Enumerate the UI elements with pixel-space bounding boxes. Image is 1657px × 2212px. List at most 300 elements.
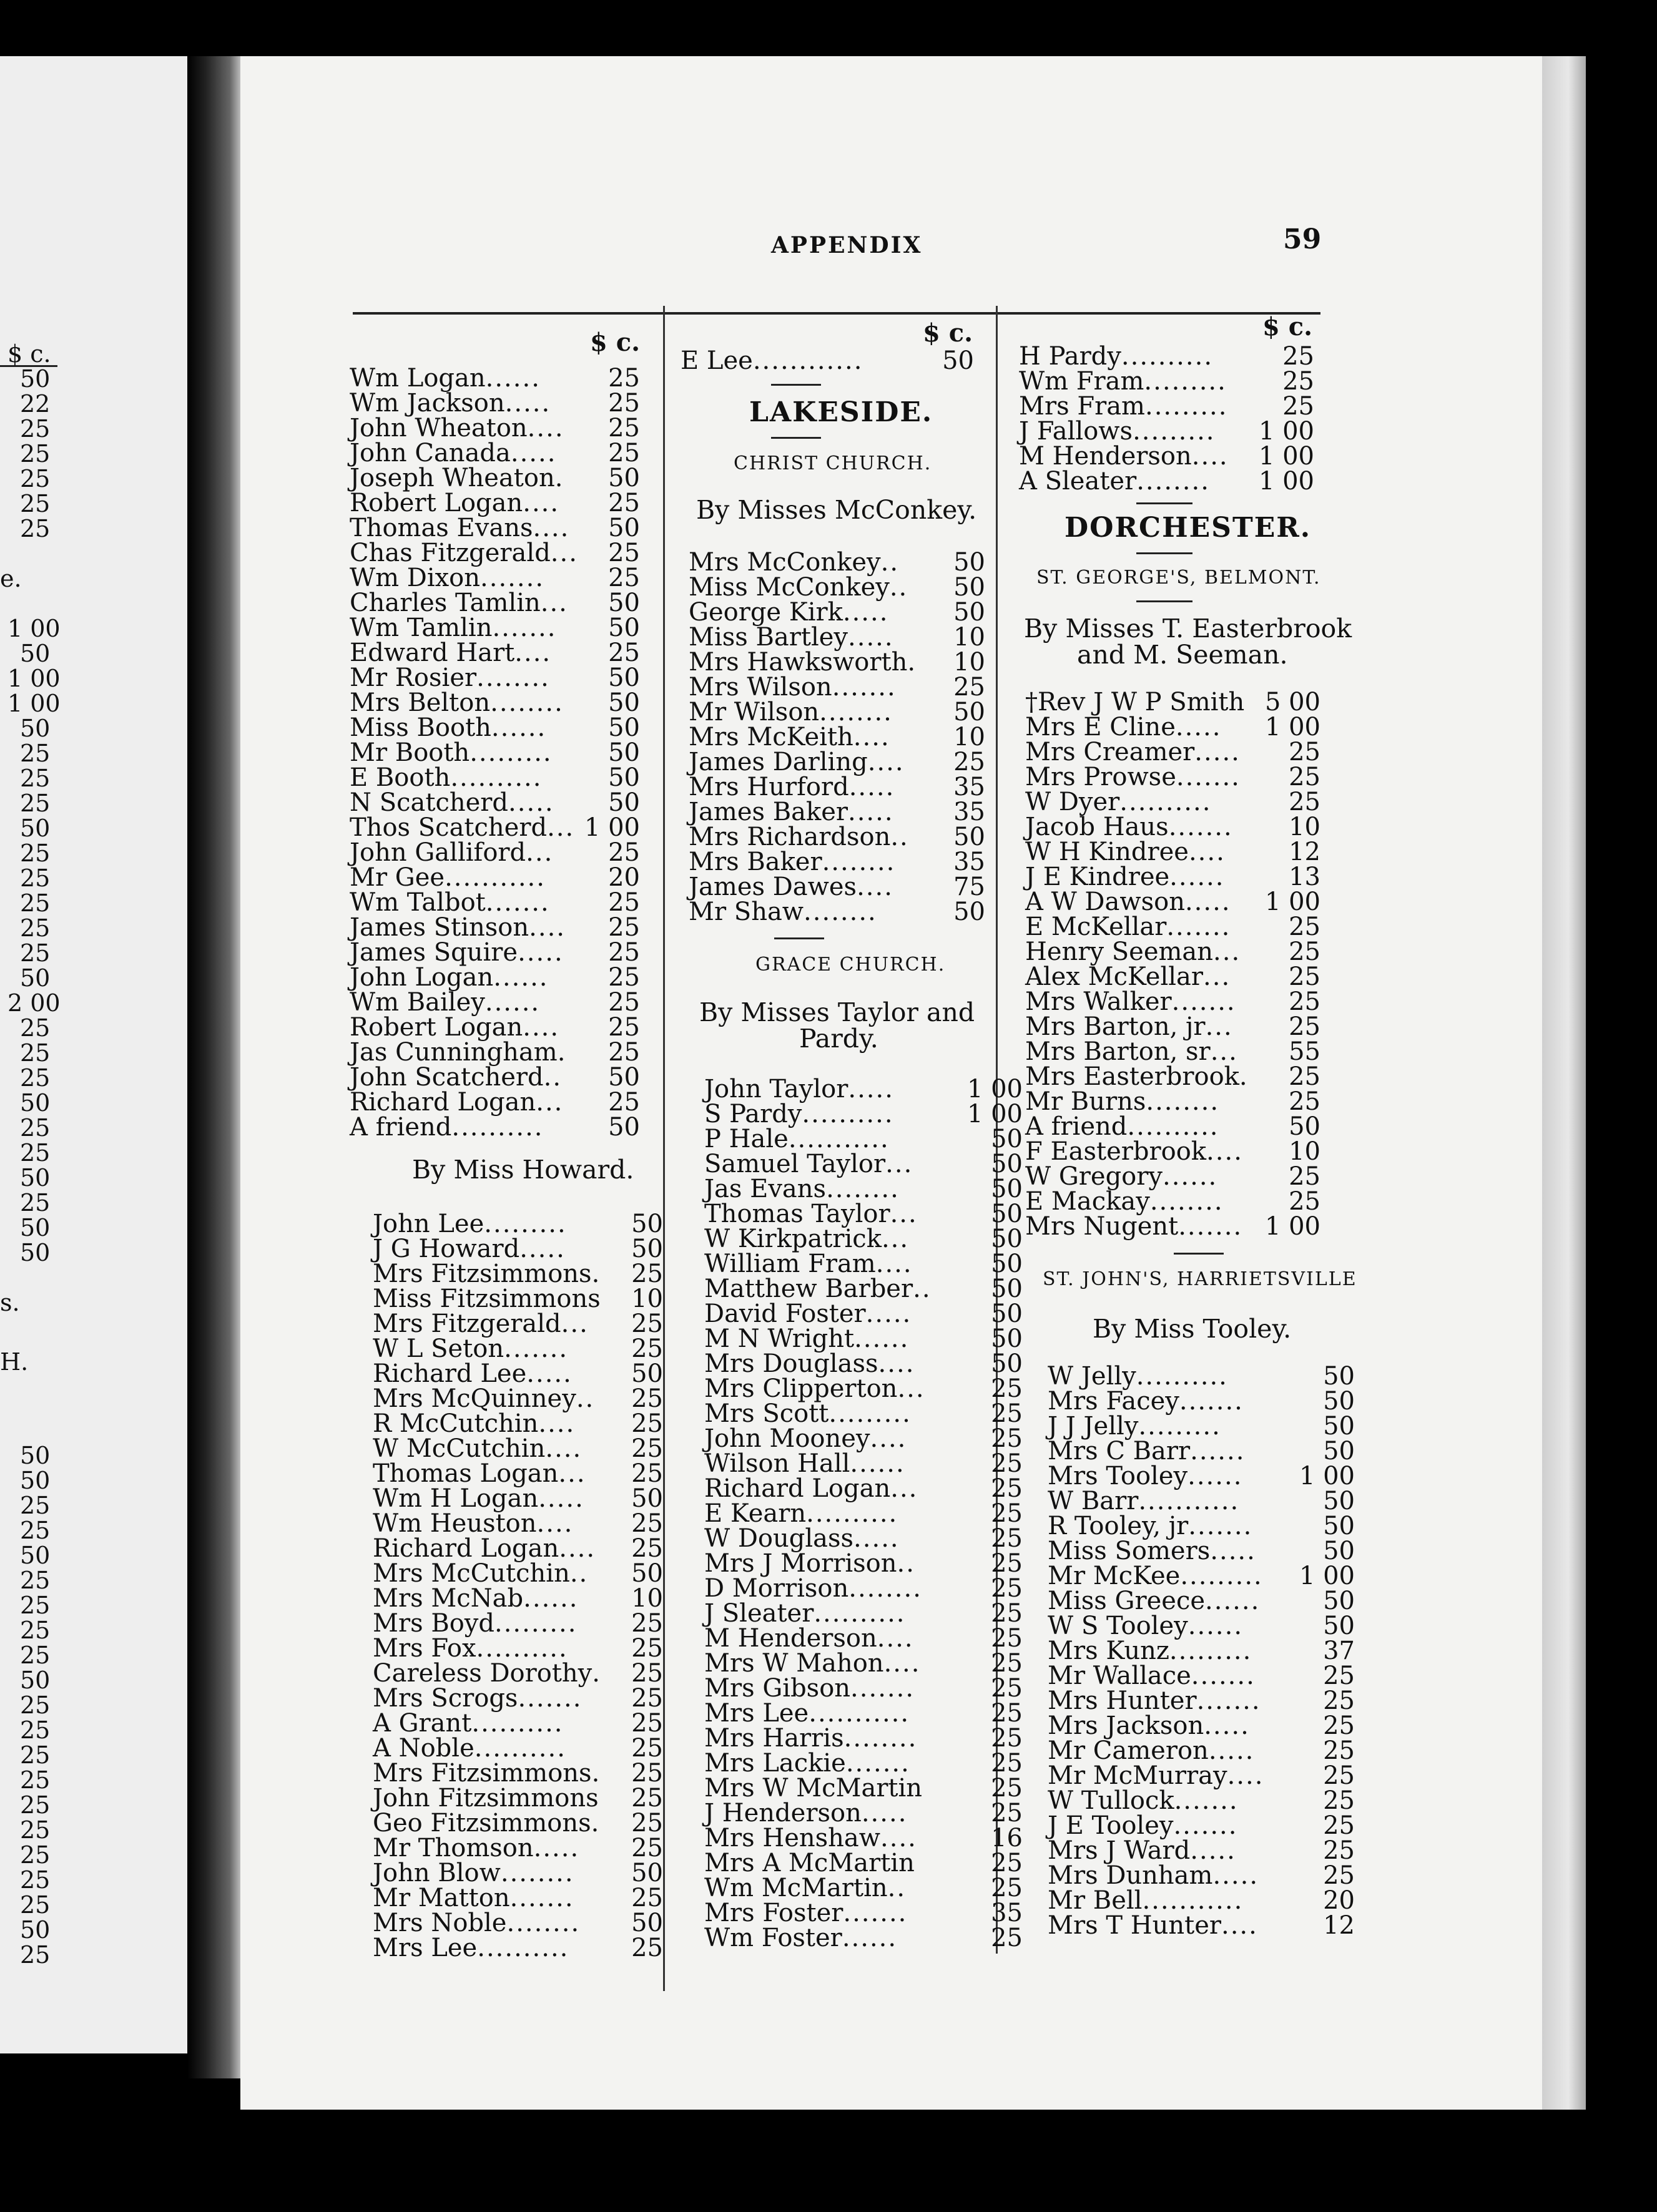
donation-amount: 25 bbox=[1289, 788, 1320, 816]
running-head: APPENDIX bbox=[771, 232, 923, 258]
leader-dots: ....... bbox=[518, 1684, 583, 1713]
leader-dots: ....... bbox=[1188, 1512, 1253, 1540]
leader-dots: ....... bbox=[843, 1899, 908, 1927]
previous-page-value: 25 bbox=[20, 914, 51, 942]
leader-dots: .... bbox=[853, 723, 890, 751]
leader-dots: ..... bbox=[1204, 1711, 1250, 1740]
donor-name-text: Mrs Lee bbox=[704, 1699, 809, 1728]
donation-amount: 10 bbox=[953, 723, 985, 751]
donor-name-text: W Kirkpatrick bbox=[704, 1225, 882, 1253]
donation-amount: 25 bbox=[608, 564, 640, 592]
donation-amount: 50 bbox=[608, 763, 640, 792]
leader-dots: ... bbox=[1205, 1012, 1233, 1041]
donor-name-text: J G Howard bbox=[373, 1235, 520, 1263]
donor-name-text: Mrs Facey bbox=[1048, 1387, 1179, 1416]
leader-dots: .......... bbox=[471, 1709, 564, 1738]
donor-name-text: Jas Cunningham bbox=[350, 1038, 558, 1067]
donor-name-text: John Canada bbox=[350, 439, 511, 467]
donor-name-text: Mrs Dunham bbox=[1048, 1861, 1213, 1890]
leader-dots: ....... bbox=[509, 1884, 574, 1912]
donation-amount: 50 bbox=[1323, 1537, 1355, 1565]
previous-page-value: 25 bbox=[20, 1039, 51, 1067]
donor-name-text: Mrs Belton bbox=[350, 688, 491, 717]
previous-page-value: 25 bbox=[20, 765, 51, 792]
donation-amount: 50 bbox=[1323, 1587, 1355, 1615]
donation-amount: 25 bbox=[1289, 738, 1320, 766]
leader-dots: ....... bbox=[492, 614, 557, 642]
donor-name-text: Mr Gee bbox=[350, 863, 445, 892]
donor-name-text: Wm Logan bbox=[350, 364, 486, 393]
donor-name-text: Mrs Fram bbox=[1019, 392, 1145, 421]
previous-page-value: 25 bbox=[20, 1791, 51, 1819]
leader-dots: ... bbox=[897, 1374, 925, 1403]
section-title-dorchester: DORCHESTER. bbox=[1065, 512, 1312, 544]
leader-dots: ..... bbox=[848, 773, 895, 801]
leader-dots: ... bbox=[885, 1150, 913, 1178]
previous-page-value: 50 bbox=[20, 964, 51, 992]
leader-dots: ........ bbox=[490, 688, 564, 717]
donation-amount: 50 bbox=[953, 598, 985, 627]
by-misses-easterbrook-seeman-2: and M. Seeman. bbox=[1077, 640, 1288, 670]
donor-name-text: James Baker bbox=[689, 798, 848, 826]
leader-dots: ....... bbox=[1174, 1786, 1239, 1815]
previous-page-value: 25 bbox=[20, 1741, 51, 1769]
leader-dots: ..... bbox=[853, 1524, 900, 1553]
donation-amount: 50 bbox=[953, 823, 985, 851]
donor-name-text: N Scatcherd bbox=[350, 788, 509, 817]
donation-amount: 25 bbox=[1289, 1187, 1320, 1216]
donor-name-text: Jas Evans bbox=[704, 1175, 827, 1203]
donor-name-text: W L Seton bbox=[373, 1334, 504, 1363]
donation-amount: 50 bbox=[608, 464, 640, 492]
donor-name-text: F Easterbrook bbox=[1025, 1137, 1207, 1166]
donor-name-text: Mrs Hunter bbox=[1048, 1686, 1197, 1715]
leader-dots: .... bbox=[514, 639, 552, 667]
donation-amount: 25 bbox=[953, 673, 985, 702]
leader-dots: ...... bbox=[1169, 863, 1225, 891]
previous-page-value: 2 00 bbox=[7, 989, 61, 1017]
leader-dots: ........... bbox=[1138, 1487, 1240, 1515]
leader-dots: ..... bbox=[848, 623, 894, 652]
leader-dots: ...... bbox=[491, 713, 547, 742]
donor-name-text: J E Tooley bbox=[1048, 1811, 1174, 1840]
leader-dots: ........ bbox=[819, 698, 893, 727]
leader-dots: .... bbox=[559, 1534, 596, 1563]
donor-name-text: Thomas Evans bbox=[350, 514, 533, 542]
previous-page-value: 25 bbox=[20, 1014, 51, 1042]
donor-name bbox=[1048, 1911, 1258, 1940]
leader-dots: . bbox=[591, 1759, 601, 1788]
donor-name-text: Charles Tamlin bbox=[350, 589, 541, 617]
donor-name-text: Mrs Scott bbox=[704, 1399, 829, 1428]
donor-name-text: Wm Heuston bbox=[373, 1509, 537, 1538]
donor-name-text: Mrs Hawksworth bbox=[689, 648, 908, 677]
previous-page-value: 25 bbox=[20, 1941, 51, 1969]
leader-dots: ...... bbox=[1190, 1437, 1246, 1466]
donor-name-text: Mrs Richardson bbox=[689, 823, 891, 851]
previous-page-value: 25 bbox=[20, 1891, 51, 1919]
leader-dots: ...... bbox=[523, 1584, 579, 1613]
donor-name-text: Thomas Logan bbox=[373, 1459, 559, 1488]
donor-name-text: Mrs Noble bbox=[373, 1909, 507, 1937]
previous-page-value: 25 bbox=[20, 864, 51, 892]
donor-name-text: George Kirk bbox=[689, 598, 843, 627]
donor-name-text: Wm Dixon bbox=[350, 564, 481, 592]
previous-page-value: e. bbox=[0, 565, 22, 592]
by-misses-taylor-pardy: Pardy. bbox=[799, 1024, 878, 1054]
donor-name-text: P Hale bbox=[704, 1125, 789, 1153]
donation-amount: 1 00 bbox=[1299, 1462, 1355, 1490]
donor-name-text: James Darling bbox=[689, 748, 868, 776]
leader-dots: .... bbox=[527, 414, 564, 443]
leader-dots: ... bbox=[536, 1088, 564, 1117]
donor-name-text: Wm Tamlin bbox=[350, 614, 493, 642]
donation-amount: 10 bbox=[953, 623, 985, 652]
donor-name-text: Wm H Logan bbox=[373, 1484, 539, 1513]
section-title-lakeside: LAKESIDE. bbox=[749, 396, 933, 428]
donation-amount: 25 bbox=[1323, 1736, 1355, 1765]
leader-dots: .... bbox=[1227, 1761, 1264, 1790]
previous-page-value: 25 bbox=[20, 1816, 51, 1844]
donation-amount: 25 bbox=[631, 1434, 663, 1463]
leader-dots: ... bbox=[881, 1225, 910, 1253]
previous-page-value: 25 bbox=[20, 1114, 51, 1142]
previous-page-value: 25 bbox=[20, 1592, 51, 1619]
donor-name-text: David Foster bbox=[704, 1299, 866, 1328]
donor-name-text: W Barr bbox=[1048, 1487, 1139, 1515]
section-rule bbox=[771, 384, 821, 386]
donor-name-text: Mrs Nugent bbox=[1025, 1212, 1179, 1241]
donor-name-text: Richard Lee bbox=[373, 1359, 527, 1388]
donation-amount: 20 bbox=[608, 863, 640, 892]
leader-dots: .... bbox=[536, 1509, 574, 1538]
donation-amount: 25 bbox=[631, 1759, 663, 1788]
donation-amount: 1 00 bbox=[1264, 1212, 1320, 1241]
book-gutter bbox=[187, 56, 240, 2078]
donor-name-text: Wm Foster bbox=[704, 1924, 842, 1952]
donation-amount: 35 bbox=[953, 773, 985, 801]
leader-dots: ... bbox=[550, 539, 578, 567]
donation-amount: 25 bbox=[1282, 367, 1314, 396]
donor-name-text: James Dawes bbox=[689, 873, 857, 901]
leader-dots: ...... bbox=[854, 1324, 910, 1353]
page-edge bbox=[1542, 56, 1586, 2110]
previous-page-value: 25 bbox=[20, 440, 51, 467]
donation-amount: 50 bbox=[953, 698, 985, 727]
leader-dots: ......... bbox=[1144, 392, 1228, 421]
leader-dots: .... bbox=[538, 1409, 576, 1438]
donor-name-text: Mrs Prowse bbox=[1025, 763, 1176, 791]
leader-dots: ..... bbox=[861, 1799, 908, 1828]
leader-dots: ... bbox=[1210, 1037, 1238, 1066]
donation-amount: 50 bbox=[608, 663, 640, 692]
donation-amount: 25 bbox=[991, 1849, 1023, 1877]
leader-dots: ... bbox=[540, 589, 568, 617]
donor-name-text: John Mooney bbox=[704, 1424, 870, 1453]
donor-name-text: Mrs Barton, jr bbox=[1025, 1012, 1206, 1041]
leader-dots: .... bbox=[1191, 442, 1229, 471]
donor-name-text: Edward Hart bbox=[350, 639, 515, 667]
leader-dots: ..... bbox=[519, 1235, 566, 1263]
leader-dots: ........ bbox=[848, 1574, 922, 1603]
donation-amount: 50 bbox=[608, 1113, 640, 1142]
leader-dots: ......... bbox=[470, 738, 553, 767]
previous-page-value: s. bbox=[0, 1289, 20, 1316]
previous-page-value: 50 bbox=[20, 815, 51, 842]
leader-dots: ....... bbox=[1168, 813, 1233, 841]
leader-dots: ..... bbox=[848, 1075, 894, 1104]
leader-dots: .......... bbox=[476, 1634, 568, 1663]
donation-amount: 50 bbox=[631, 1559, 663, 1588]
leader-dots: .......... bbox=[814, 1599, 906, 1628]
donation-amount: 25 bbox=[991, 1599, 1023, 1628]
donation-amount: 25 bbox=[991, 1649, 1023, 1678]
donation-amount: 25 bbox=[631, 1260, 663, 1288]
donor-name-text: Wm Bailey bbox=[350, 988, 485, 1017]
previous-page-value: 25 bbox=[20, 790, 51, 817]
donor-name-text: Mrs Clipperton bbox=[704, 1374, 898, 1403]
leader-dots: ..... bbox=[1184, 888, 1231, 916]
donation-amount: 1 00 bbox=[584, 813, 640, 842]
donor-name-text: W Dyer bbox=[1025, 788, 1120, 816]
donation-amount: 1 00 bbox=[1264, 713, 1320, 741]
leader-dots: ... bbox=[890, 1474, 918, 1503]
donation-amount: 50 bbox=[608, 589, 640, 617]
donor-name bbox=[681, 346, 863, 375]
leader-dots: . bbox=[1239, 1062, 1249, 1091]
donation-amount: 25 bbox=[608, 639, 640, 667]
leader-dots: ...... bbox=[485, 364, 541, 393]
donation-amount: 25 bbox=[631, 1709, 663, 1738]
previous-page-value: 25 bbox=[20, 1517, 51, 1544]
donor-name-text: Mrs Boyd bbox=[373, 1609, 494, 1638]
donation-amount: 50 bbox=[953, 573, 985, 602]
donor-name-text: Matthew Barber bbox=[704, 1275, 913, 1303]
leader-dots: ....... bbox=[850, 1674, 915, 1703]
by-misses-taylor-and: By Misses Taylor and bbox=[699, 997, 975, 1027]
previous-page-value: $ c. bbox=[7, 340, 51, 368]
donation-amount: 25 bbox=[1323, 1661, 1355, 1690]
previous-page-value: 25 bbox=[20, 1189, 51, 1216]
donation-amount: 25 bbox=[608, 963, 640, 992]
by-misses-mcconkey: By Misses McConkey. bbox=[696, 495, 977, 525]
leader-dots: . bbox=[557, 1038, 567, 1067]
donation-amount: 50 bbox=[1323, 1612, 1355, 1640]
donation-amount: 50 bbox=[608, 514, 640, 542]
donation-amount: 50 bbox=[991, 1175, 1023, 1203]
donor-name-text: Mr Wallace bbox=[1048, 1661, 1191, 1690]
previous-page-value: 25 bbox=[20, 1064, 51, 1092]
leader-dots: ........... bbox=[809, 1699, 910, 1728]
donation-amount: 5 00 bbox=[1264, 688, 1320, 717]
leader-dots: ....... bbox=[485, 888, 550, 917]
donor-name-text: Mrs Fox bbox=[373, 1634, 476, 1663]
donation-amount: 25 bbox=[1323, 1836, 1355, 1865]
leader-dots: ..... bbox=[1194, 738, 1241, 766]
leader-dots: ..... bbox=[865, 1299, 912, 1328]
leader-dots: ..... bbox=[510, 439, 557, 467]
donation-amount: 25 bbox=[631, 1784, 663, 1813]
currency-header: $ c. bbox=[923, 318, 973, 348]
donor-name-text: Richard Logan bbox=[350, 1088, 536, 1117]
donor-name-text: Mrs Henshaw bbox=[704, 1824, 881, 1852]
previous-page-value: 25 bbox=[20, 1841, 51, 1869]
leader-dots: ........... bbox=[788, 1125, 890, 1153]
column-divider-1 bbox=[663, 306, 665, 1991]
leader-dots: .. bbox=[887, 1874, 907, 1902]
donor-name-text: John Taylor bbox=[704, 1075, 848, 1104]
previous-page-value: H. bbox=[0, 1348, 29, 1376]
donation-amount: 50 bbox=[1323, 1387, 1355, 1416]
donation-amount: 50 bbox=[608, 713, 640, 742]
leader-dots: ... bbox=[1213, 937, 1241, 966]
donor-name-text: Mrs Creamer bbox=[1025, 738, 1195, 766]
leader-dots: .......... bbox=[1121, 342, 1214, 371]
donation-amount: 25 bbox=[991, 1774, 1023, 1803]
donation-amount: 25 bbox=[631, 1609, 663, 1638]
donation-amount: 25 bbox=[991, 1699, 1023, 1728]
section-rule bbox=[1136, 552, 1192, 554]
donation-amount: 50 bbox=[1323, 1512, 1355, 1540]
previous-page-value: 50 bbox=[20, 640, 51, 667]
section-rule bbox=[1136, 502, 1192, 504]
leader-dots: . bbox=[591, 1809, 601, 1838]
donor-name-text: Mr Shaw bbox=[689, 898, 804, 926]
donor-name-text: Mr Burns bbox=[1025, 1087, 1146, 1116]
donation-amount: 25 bbox=[1289, 937, 1320, 966]
donor-name-text: Jacob Haus bbox=[1025, 813, 1169, 841]
donation-amount: 25 bbox=[991, 1924, 1023, 1952]
donation-amount: 50 bbox=[631, 1210, 663, 1238]
leader-dots: ..... bbox=[504, 389, 551, 418]
donor-name-text: Mrs J Ward bbox=[1048, 1836, 1191, 1865]
donor-name-text: Samuel Taylor bbox=[704, 1150, 886, 1178]
donor-name-text: James Squire bbox=[350, 938, 518, 967]
donation-amount: 12 bbox=[1323, 1911, 1355, 1940]
currency-header: $ c. bbox=[590, 328, 641, 357]
donation-amount: 50 bbox=[1289, 1112, 1320, 1141]
leader-dots: .......... bbox=[477, 1934, 569, 1962]
leader-dots: ... bbox=[561, 1309, 589, 1338]
donation-amount: 25 bbox=[631, 1409, 663, 1438]
donor-name-text: John Scatcherd bbox=[350, 1063, 544, 1092]
donor-name-text: Mrs Walker bbox=[1025, 987, 1172, 1016]
church-grace-church: GRACE CHURCH. bbox=[755, 954, 946, 976]
donation-amount: 25 bbox=[608, 1013, 640, 1042]
donor-name-text: W S Tooley bbox=[1048, 1612, 1188, 1640]
previous-page-value: 1 00 bbox=[7, 690, 61, 717]
donation-amount: 50 bbox=[991, 1125, 1023, 1153]
leader-dots: .. bbox=[897, 1549, 915, 1578]
leader-dots: ........ bbox=[500, 1859, 574, 1887]
leader-dots: .......... bbox=[474, 1734, 566, 1763]
donation-amount: 50 bbox=[608, 688, 640, 717]
previous-page-value: 50 bbox=[20, 1542, 51, 1569]
donation-amount: 37 bbox=[1323, 1637, 1355, 1665]
by-miss-howard: By Miss Howard. bbox=[412, 1155, 634, 1185]
donor-name-text: Mrs Barton, sr bbox=[1025, 1037, 1211, 1066]
donor-name-text: A Noble bbox=[373, 1734, 474, 1763]
header-rule bbox=[353, 312, 1320, 315]
donation-amount: 25 bbox=[991, 1874, 1023, 1902]
donor-name bbox=[1019, 467, 1210, 496]
donation-amount: 25 bbox=[608, 364, 640, 393]
donor-name-text: A Grant bbox=[373, 1709, 472, 1738]
previous-page-value: 25 bbox=[20, 1766, 51, 1794]
donor-name-text: J J Jelly bbox=[1048, 1412, 1139, 1441]
leader-dots: ..... bbox=[842, 598, 889, 627]
donor-name-text: Mrs Fitzsimmons bbox=[373, 1759, 592, 1788]
leader-dots: ..... bbox=[1175, 713, 1222, 741]
previous-page-value: 50 bbox=[20, 1164, 51, 1192]
donor-name-text: A Sleater bbox=[1019, 467, 1137, 496]
donation-amount: 25 bbox=[631, 1634, 663, 1663]
leader-dots: .... bbox=[877, 1624, 914, 1653]
donor-name-text: Mr Thomson bbox=[373, 1834, 534, 1862]
donation-amount: 50 bbox=[991, 1200, 1023, 1228]
previous-page-value: 25 bbox=[20, 839, 51, 867]
donor-name-text: John Wheaton bbox=[350, 414, 528, 443]
leader-dots: ..... bbox=[538, 1484, 584, 1513]
donation-amount: 25 bbox=[1323, 1686, 1355, 1715]
leader-dots: .... bbox=[1221, 1911, 1258, 1940]
donor-name bbox=[1025, 1212, 1242, 1241]
donor-name-text: Miss Fitzsimmons bbox=[373, 1285, 601, 1313]
donor-name-text: J Fallows bbox=[1019, 417, 1133, 446]
previous-page-value: 50 bbox=[20, 1442, 51, 1469]
donation-amount: 25 bbox=[991, 1624, 1023, 1653]
donor-name-text: Henry Seeman bbox=[1025, 937, 1214, 966]
leader-dots: ......... bbox=[484, 1210, 567, 1238]
donor-name-text: John Logan bbox=[350, 963, 494, 992]
donation-amount: 25 bbox=[1289, 913, 1320, 941]
leader-dots: ...... bbox=[842, 1924, 898, 1952]
donor-name-text: Chas Fitzgerald bbox=[350, 539, 551, 567]
donor-name-text: James Stinson bbox=[350, 913, 529, 942]
leader-dots: ... bbox=[890, 1200, 918, 1228]
donation-amount: 25 bbox=[631, 1884, 663, 1912]
donation-amount: 25 bbox=[991, 1524, 1023, 1553]
donation-amount: 1 00 bbox=[1258, 417, 1314, 446]
donor-name-text: Mr Booth bbox=[350, 738, 470, 767]
previous-page-value: 1 00 bbox=[7, 615, 61, 642]
leader-dots: ..... bbox=[848, 798, 894, 826]
leader-dots: .. bbox=[889, 573, 908, 602]
previous-page-value: 1 00 bbox=[7, 665, 61, 692]
leader-dots: ............ bbox=[752, 346, 863, 375]
donor-name-text: J Sleater bbox=[704, 1599, 814, 1628]
leader-dots: .......... bbox=[451, 1113, 544, 1142]
leader-dots: ...... bbox=[1187, 1462, 1243, 1490]
donor-name-text: Mrs McCutchin bbox=[373, 1559, 570, 1588]
donor-name-text: William Fram bbox=[704, 1250, 876, 1278]
by-miss-tooley: By Miss Tooley. bbox=[1093, 1314, 1292, 1344]
donation-amount: 25 bbox=[1323, 1761, 1355, 1790]
donation-amount: 50 bbox=[608, 614, 640, 642]
donation-amount: 25 bbox=[608, 489, 640, 517]
leader-dots: ........ bbox=[1136, 467, 1210, 496]
donation-amount: 1 00 bbox=[1264, 888, 1320, 916]
donation-amount: 50 bbox=[953, 548, 985, 577]
leader-dots: . bbox=[907, 648, 917, 677]
leader-dots: ..... bbox=[1212, 1861, 1259, 1890]
leader-dots: ......... bbox=[828, 1399, 912, 1428]
leader-dots: .. bbox=[543, 1063, 563, 1092]
donor-name-text: Mrs A McMartin bbox=[704, 1849, 915, 1877]
donor-name-text: E Kearn bbox=[704, 1499, 807, 1528]
section-rule bbox=[1136, 600, 1192, 602]
donation-amount: 16 bbox=[991, 1824, 1023, 1852]
